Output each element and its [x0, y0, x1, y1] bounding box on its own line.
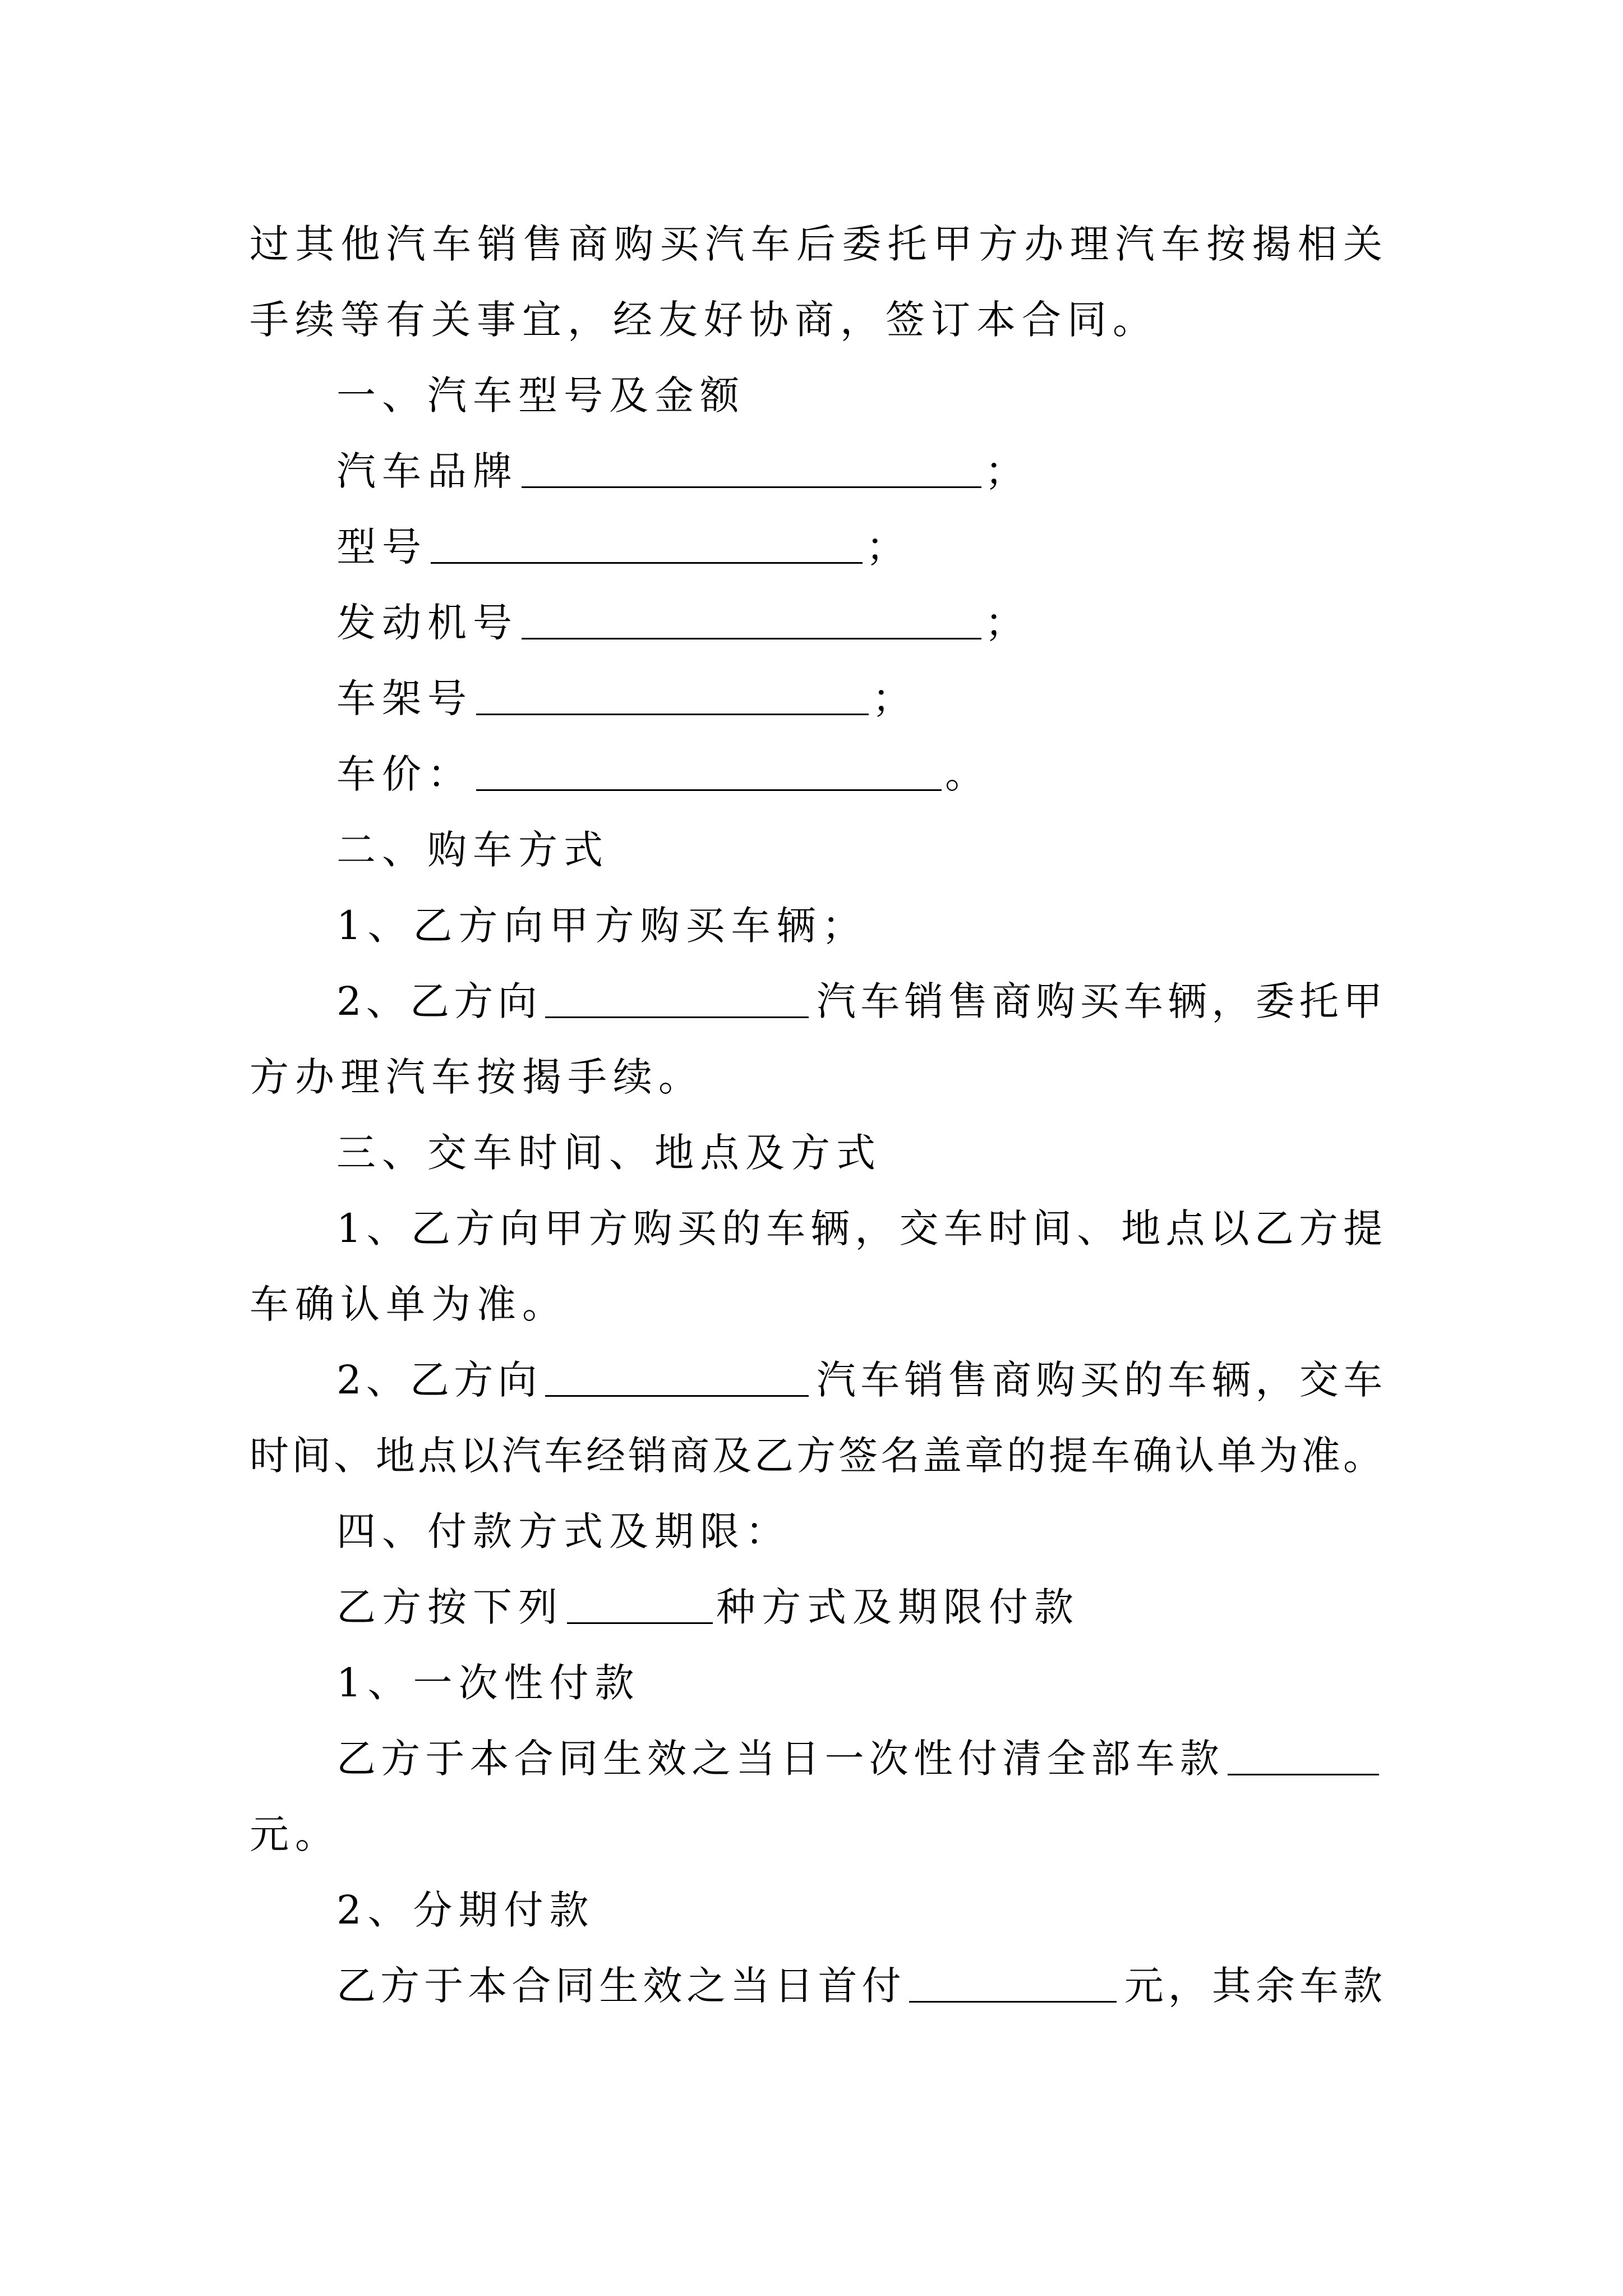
field-brand [336, 438, 1382, 505]
paragraph-line: 手续等有关事宜，经友好协商，签订本合同。 [250, 297, 1158, 343]
field-label: 发动机号 [336, 600, 518, 646]
field-end: 。 [945, 751, 990, 797]
item-text: 汽车销售商购买的车辆，交车 [811, 1357, 1382, 1403]
blank-line [476, 713, 869, 715]
list-item [336, 1346, 1382, 1414]
field-label: 型号 [336, 524, 427, 570]
paragraph-line: 方办理汽车按揭手续。 [250, 1054, 704, 1100]
field-label: 车架号 [336, 675, 473, 721]
blank-line [431, 562, 863, 564]
blank-line [545, 1016, 809, 1018]
list-item [336, 968, 1382, 1035]
paragraph-line [336, 1725, 1382, 1792]
payment-method-line [336, 1573, 1382, 1641]
list-item: 1、乙方向甲方购买的车辆，交车时间、地点以乙方提 [336, 1205, 1382, 1251]
item-text: 乙方按下列 [336, 1584, 564, 1630]
blank-line [522, 637, 981, 639]
blank-line [1228, 1773, 1379, 1775]
field-end: ； [985, 600, 1030, 646]
item-text: 汽车销售商购买车辆，委托甲 [811, 978, 1382, 1024]
section-heading: 二、购车方式 [336, 827, 609, 873]
field-label: 车价： [336, 751, 473, 797]
paragraph-line: 车确认单为准。 [250, 1281, 568, 1327]
paragraph-line: 元。 [250, 1811, 340, 1857]
field-frame [336, 665, 1382, 732]
field-end: ； [872, 675, 917, 721]
item-text: 元，其余车款 [1119, 1963, 1383, 2009]
blank-line [476, 789, 942, 791]
item-text: 2、乙方向 [336, 978, 542, 1024]
section-heading: 一、汽车型号及金额 [336, 372, 745, 418]
blank-line [545, 1395, 809, 1397]
item-text: 乙方于本合同生效之当日首付 [336, 1963, 906, 2009]
item-text: 种方式及期限付款 [716, 1584, 1080, 1630]
blank-line [567, 1622, 713, 1624]
item-text: 乙方于本合同生效之当日一次性付清全部车款 [336, 1736, 1224, 1782]
field-model [336, 513, 1382, 581]
blank-line [522, 486, 981, 488]
list-item: 1、乙方向甲方购买车辆； [336, 903, 868, 949]
field-end: ； [985, 448, 1030, 494]
section-heading: 三、交车时间、地点及方式 [336, 1130, 882, 1176]
paragraph-line: 时间、地点以汽车经销商及乙方签名盖章的提车确认单为准。 [250, 1433, 1382, 1479]
field-engine [336, 589, 1382, 656]
item-text: 2、乙方向 [336, 1357, 542, 1403]
paragraph-line: 过其他汽车销售商购买汽车后委托甲方办理汽车按揭相关 [250, 221, 1382, 267]
blank-line [909, 2000, 1117, 2003]
paragraph-line [336, 1952, 1382, 2019]
field-end: ； [866, 524, 911, 570]
section-heading: 四、付款方式及期限： [336, 1508, 791, 1554]
list-item: 2、分期付款 [336, 1887, 595, 1933]
list-item: 1、一次性付款 [336, 1660, 640, 1706]
field-price [336, 740, 1382, 808]
field-label: 汽车品牌 [336, 448, 518, 494]
